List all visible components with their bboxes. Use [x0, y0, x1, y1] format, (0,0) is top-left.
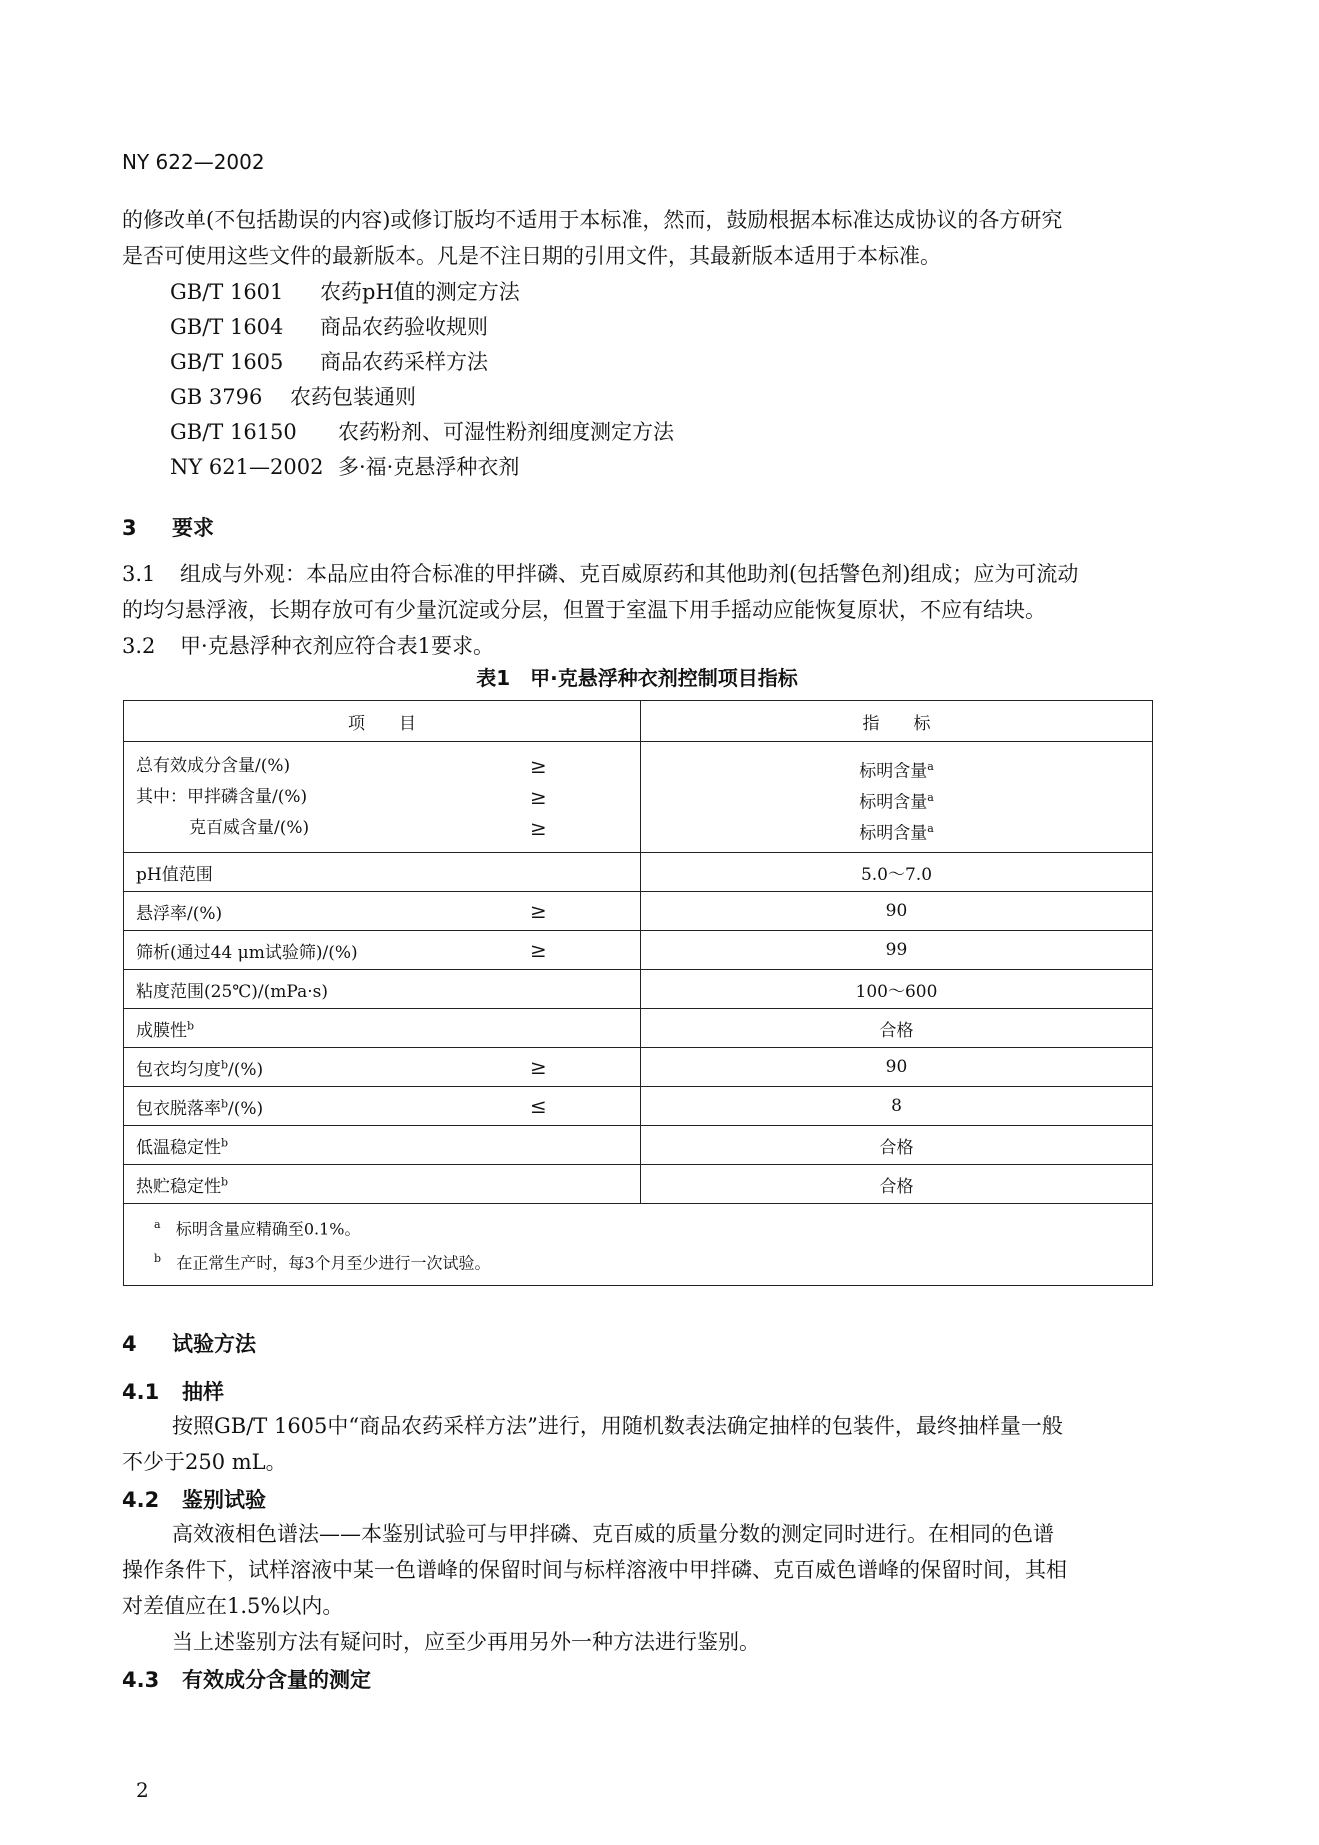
intro-line-2: 是否可使用这些文件的最新版本。凡是不注日期的引用文件，其最新版本适用于本标准。	[122, 244, 941, 268]
table-row: 悬浮率/(%) ≥ 90	[124, 892, 1153, 931]
reference-item: GB/T 16150 农药粉剂、可湿性粉剂细度测定方法	[170, 420, 674, 444]
reference-list	[170, 275, 674, 485]
reference-item: GB/T 1604 商品农药验收规则	[170, 315, 488, 339]
clause-number: 3.1	[122, 562, 156, 586]
clause-number: 3.2	[122, 634, 156, 658]
table-row-content: 总有效成分含量/(%) 其中：甲拌磷含量/(%) 克百威含量/(%) ≥ ≥ ≥ 标明含量$^a$ 标明含量$^a$ 标明含量$^a$	[124, 742, 1153, 853]
table-row: 热贮稳定性$^b$ 合格	[124, 1165, 1153, 1204]
table-row: 包衣均匀度$^b$/(%) ≥ 90	[124, 1048, 1153, 1087]
section-4-2-heading: 4.2 鉴别试验	[122, 1488, 266, 1512]
document-code-header: NY 622—2002	[122, 150, 265, 174]
section-3-heading: 3 要求	[122, 516, 214, 540]
section-3-1: 3.1 组成与外观：本品应由符合标准的甲拌磷、克百威原药和其他助剂(包括警色剂)组成；应为可流动 的均匀悬浮液，长期存放可有少量沉淀或分层，但置于室温下用手摇动应能恢复原状，不应有结块。 3.2 甲·克悬浮种衣剂应符合表1要求。	[122, 556, 1152, 664]
intro-paragraph	[122, 202, 1152, 274]
table-row: 筛析(通过44 μm试验筛)/(%) ≥ 99	[124, 931, 1153, 970]
table-row: 成膜性$^b$ 合格	[124, 1009, 1153, 1048]
reference-item: NY 621—2002 多·福·克悬浮种衣剂	[170, 455, 520, 479]
column-header-value: 指 标	[641, 701, 1153, 742]
section-4-1-body: 按照GB/T 1605中“商品农药采样方法”进行，用随机数表法确定抽样的包装件，最终抽样量一般 不少于250 mL。	[122, 1414, 1063, 1474]
table-notes: $^a$ 标明含量应精确至0.1%。 $^b$ 在正常生产时，每3个月至少进行一次试验。	[124, 1204, 1153, 1286]
column-header-item: 项 目	[124, 701, 641, 742]
section-4-2-body: 高效液相色谱法——本鉴别试验可与甲拌磷、克百威的质量分数的测定同时进行。在相同的色谱 操作条件下，试样溶液中某一色谱峰的保留时间与标样溶液中甲拌磷、克百威色谱峰的保留时间，其相 对差值应在1.5%以内。 当上述鉴别方法有疑问时，应至少再用另外一种方法进行鉴别。	[122, 1522, 1067, 1654]
reference-item: GB/T 1605 商品农药采样方法	[170, 350, 488, 374]
section-4-heading: 4 试验方法	[122, 1332, 256, 1356]
table-row: 包衣脱落率$^b$/(%) ≤ 8	[124, 1087, 1153, 1126]
section-4-1-heading: 4.1 抽样	[122, 1380, 224, 1404]
spec-table	[123, 700, 1153, 1286]
table-caption: 表1 甲·克悬浮种衣剂控制项目指标	[476, 666, 798, 690]
page-number: 2	[136, 1778, 149, 1802]
section-4-3-heading: 4.3 有效成分含量的测定	[122, 1668, 371, 1692]
reference-item: GB/T 1601 农药pH值的测定方法	[170, 280, 520, 304]
table-row: 粘度范围(25℃)/(mPa·s) 100～600	[124, 970, 1153, 1009]
reference-item: GB 3796 农药包装通则	[170, 385, 416, 409]
intro-line-1: 的修改单(不包括勘误的内容)或修订版均不适用于本标准，然而，鼓励根据本标准达成协议的各方研究	[122, 208, 1063, 232]
table-row: 低温稳定性$^b$ 合格	[124, 1126, 1153, 1165]
table-row: pH值范围 5.0～7.0	[124, 853, 1153, 892]
